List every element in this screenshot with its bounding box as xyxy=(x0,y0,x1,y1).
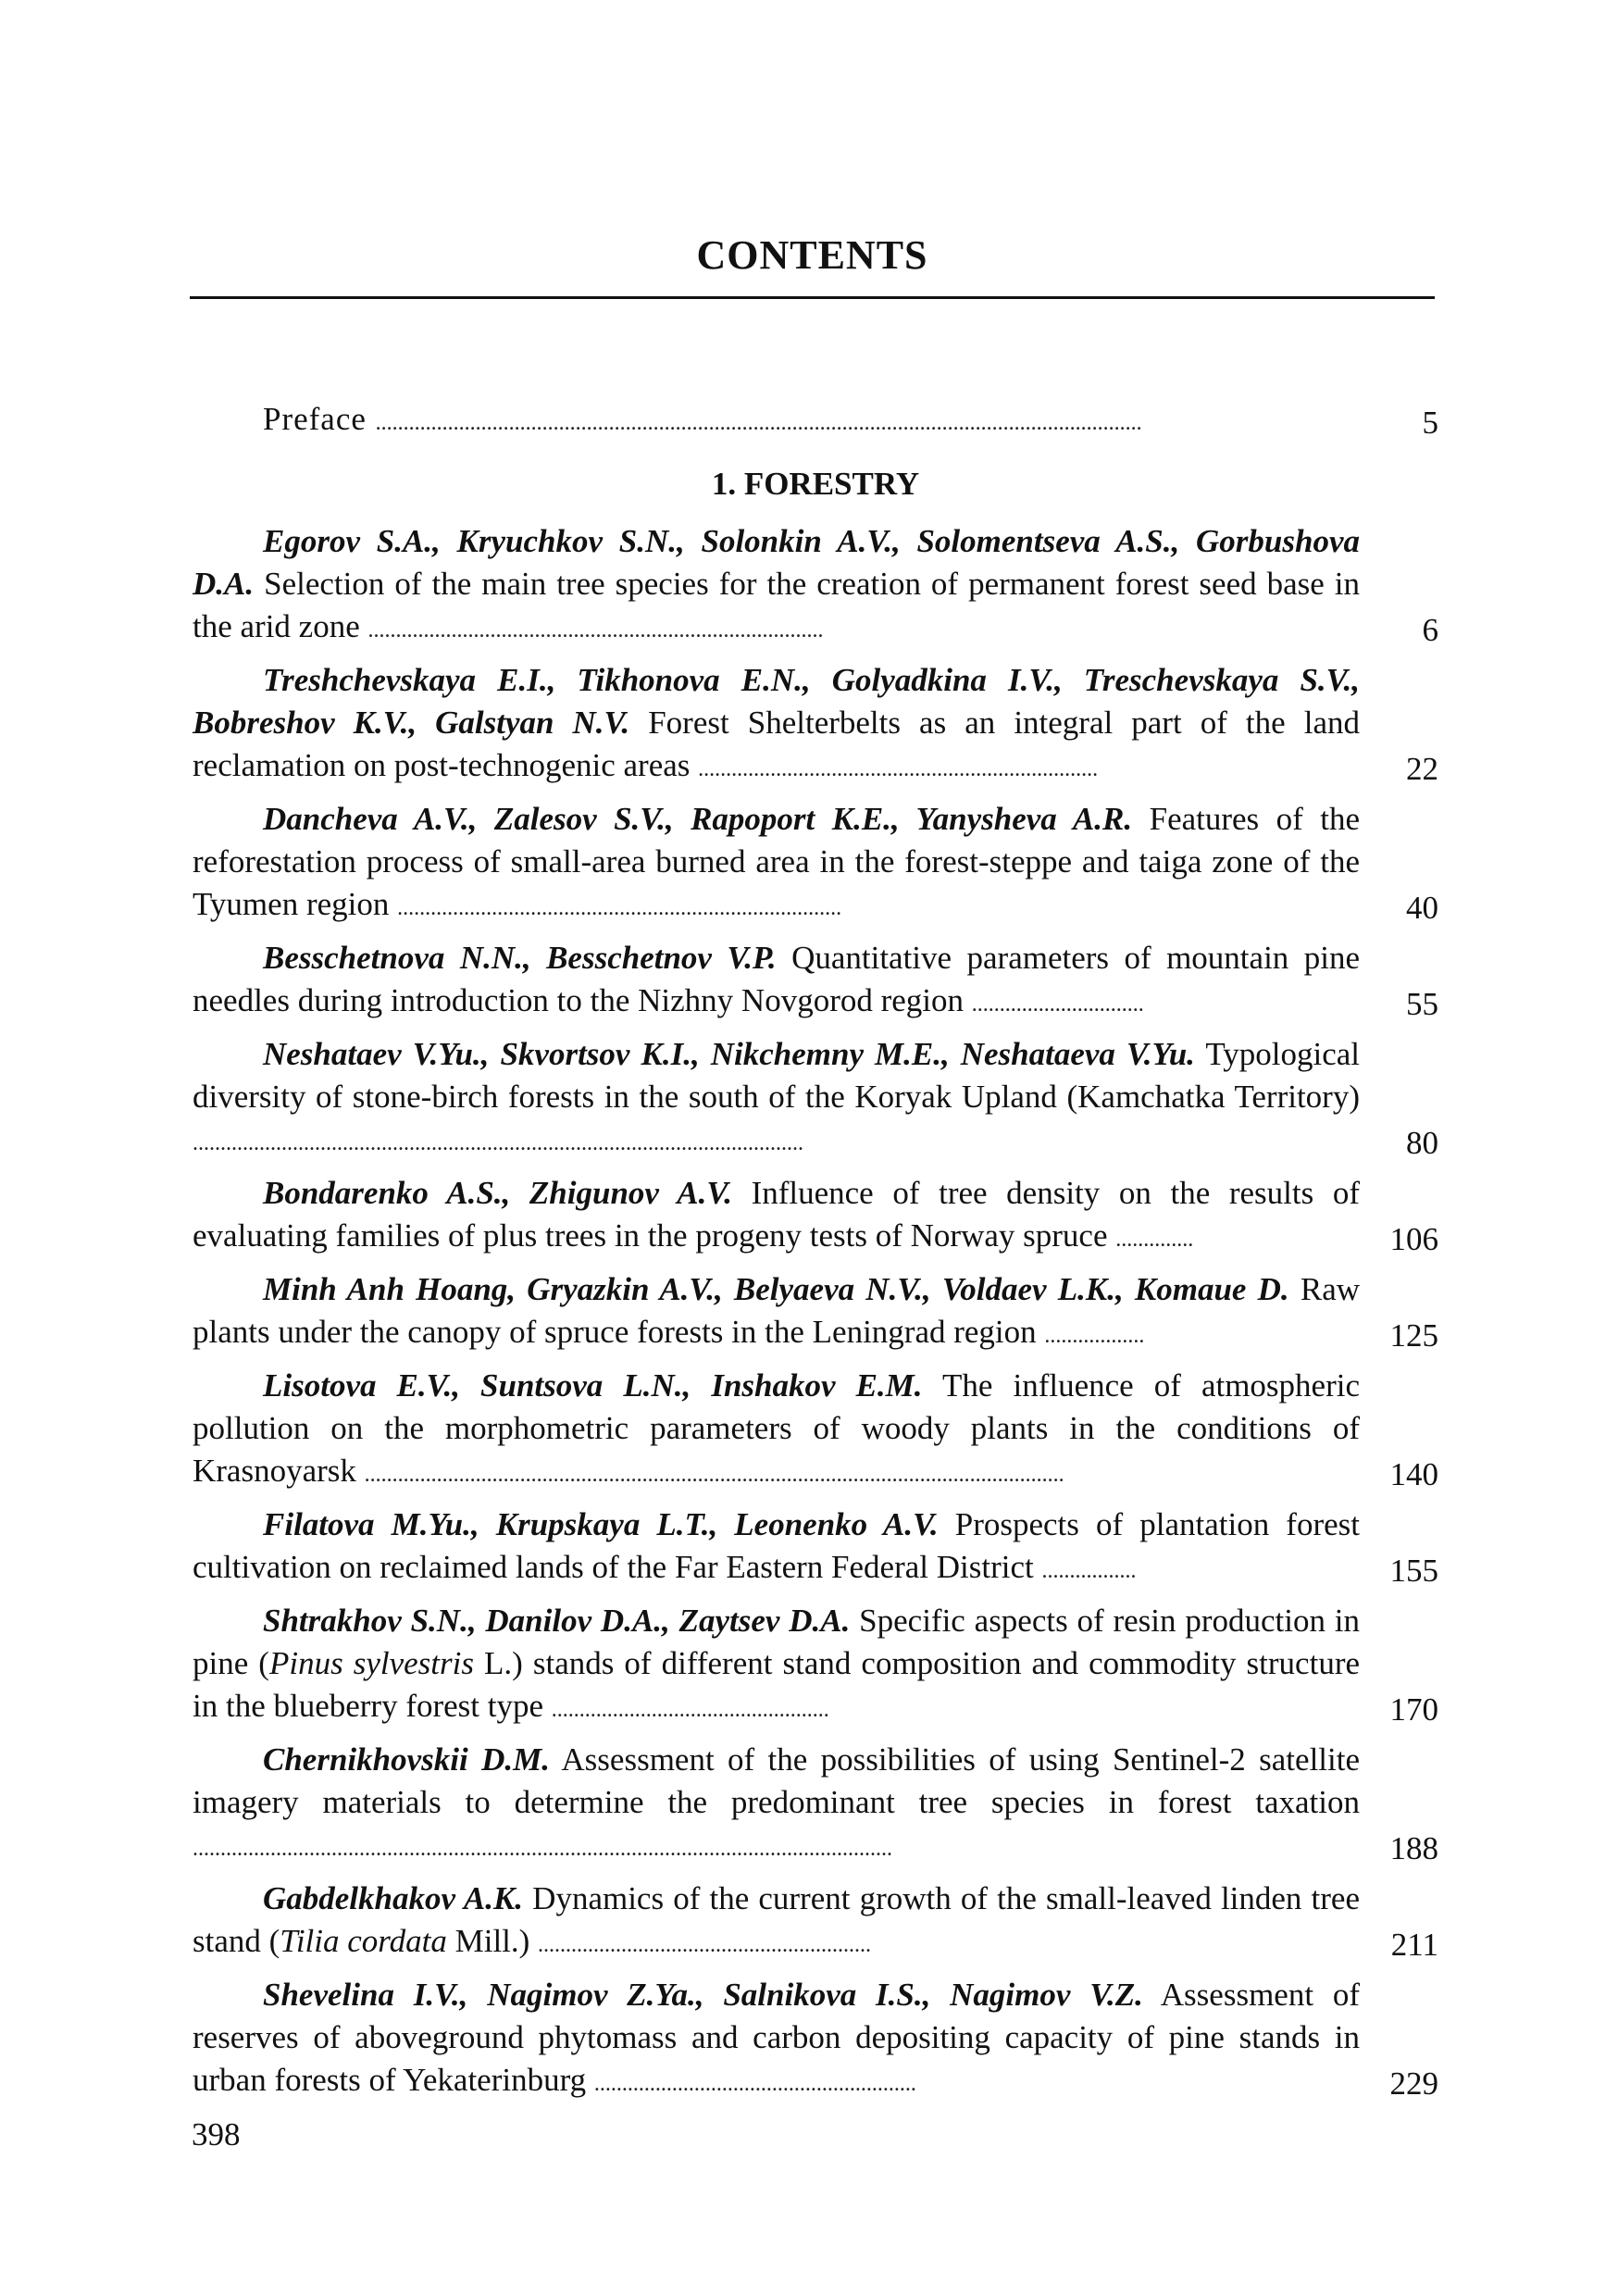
folio-page-number: 398 xyxy=(192,2116,241,2152)
entry-authors: Shevelina I.V., Nagimov Z.Ya., Salnikova I.S., Nagimov V.Z. xyxy=(263,1977,1143,2013)
entry-authors: Dancheva A.V., Zalesov S.V., Rapoport K.E., Yanysheva A.R. xyxy=(263,801,1133,837)
page-number: 170 xyxy=(1389,1691,1438,1728)
dot-leader: ........................................................................ xyxy=(698,757,1099,781)
section-heading: 1. FORESTRY xyxy=(711,466,920,502)
entry-title: Selection of the main tree species for the creation of permanent forest seed base in the arid zone xyxy=(193,566,1361,644)
dot-leader: .................................................................................. xyxy=(367,618,824,643)
page-number: 229 xyxy=(1389,2065,1438,2102)
entry-authors: Besschetnova N.N., Besschetnov V.P. xyxy=(263,940,777,976)
toc-entry[interactable] xyxy=(193,1268,1438,1357)
entry-authors: Lisotova E.V., Suntsova L.N., Inshakov E.M. xyxy=(263,1367,923,1404)
dot-leader: .............................................................................................................................. xyxy=(193,1837,892,1861)
entry-authors: Bondarenko A.S., Zhigunov A.V. xyxy=(263,1175,732,1211)
dot-leader: .................. xyxy=(1044,1324,1145,1348)
entry-title: The influence of atmospheric pollution on the morphometric parameters of woody plants in the conditions of Krasnoyarsk xyxy=(193,1367,1361,1489)
entry-title: Assessment of the possibilities of using Sentinel-2 satellite imagery materials to determine the predominant tree species in forest taxation xyxy=(193,1741,1360,1820)
page-number: 6 xyxy=(1422,612,1438,648)
page-number: 211 xyxy=(1390,1927,1438,1963)
page-title: CONTENTS xyxy=(696,232,928,278)
dot-leader: ............................... xyxy=(971,992,1144,1017)
entry-authors: Shtrakhov S.N., Danilov D.A., Zaytsev D.A. xyxy=(263,1603,851,1639)
entry-authors: Filatova M.Yu., Krupskaya L.T., Leonenko A.V. xyxy=(263,1506,939,1542)
dot-leader: .............................................................................................................................. xyxy=(364,1463,1064,1487)
entry-authors: Gabdelkhakov A.K. xyxy=(263,1880,524,1916)
dot-leader: ................. xyxy=(1041,1559,1137,1583)
entry-authors: Neshataev V.Yu., Skvortsov K.I., Nikchemny M.E., Neshataeva V.Yu. xyxy=(263,1036,1195,1072)
entry-authors: Egorov S.A., Kryuchkov S.N., Solonkin A.V., Solomentseva A.S., Gorbushova D.A. xyxy=(193,523,1360,602)
entry-title: Prospects of plantation forest cultivation on reclaimed lands of the Far Eastern Federal District xyxy=(193,1506,1360,1585)
toc-entry[interactable] xyxy=(193,798,1438,930)
entry-title: Raw plants under the canopy of spruce forests in the Leningrad region xyxy=(193,1271,1360,1350)
toc-entry[interactable] xyxy=(193,1974,1438,2105)
entry-authors: Minh Anh Hoang, Gryazkin A.V., Belyaeva N.V., Voldaev L.K., Komaue D. xyxy=(263,1271,1289,1307)
dot-leader: .............................................................................................................. xyxy=(193,1131,803,1155)
toc-entry[interactable] xyxy=(193,1600,1438,1731)
toc-entry[interactable] xyxy=(193,1033,1438,1165)
preface-label: Preface xyxy=(263,401,367,437)
page-number: 5 xyxy=(1422,405,1438,441)
page-number: 125 xyxy=(1389,1317,1438,1354)
entry-title: Influence of tree density on the results of evaluating families of plus trees in the progeny tests of Norway spruce xyxy=(193,1175,1361,1254)
toc-entry[interactable] xyxy=(193,1878,1438,1966)
entry-authors: Chernikhovskii D.M. xyxy=(263,1741,550,1778)
page-number: 22 xyxy=(1406,751,1438,787)
dot-leader: ............................................................ xyxy=(538,1933,872,1957)
species-name: Tilia cordata xyxy=(280,1923,447,1959)
toc-entry[interactable] xyxy=(193,1172,1438,1261)
entry-title-start: Specific aspects of resin production in pine ( xyxy=(193,1603,1361,1681)
toc-entry[interactable] xyxy=(193,937,1438,1026)
dot-leader: .............. xyxy=(1115,1228,1194,1252)
dot-leader: .......................................................................................................................................... xyxy=(375,411,1142,435)
entry-title-start: Dynamics of the current growth of the small-leaved linden tree stand ( xyxy=(193,1880,1360,1959)
entry-title: Typological diversity of stone-birch forests in the south of the Koryak Upland (Kamchatka Territory) xyxy=(193,1036,1361,1115)
dot-leader: .......................................................... xyxy=(593,2072,916,2096)
page-number: 188 xyxy=(1389,1830,1438,1866)
page-number: 80 xyxy=(1406,1125,1438,1161)
entry-title-end: L.) stands of different stand composition and commodity structure in the blueberry forest type xyxy=(193,1645,1361,1724)
dot-leader: ................................................................................ xyxy=(397,896,842,920)
page-number: 140 xyxy=(1389,1456,1438,1492)
entry-title-end: Mill.) xyxy=(446,1923,530,1959)
toc-entry[interactable] xyxy=(193,1739,1438,1870)
entry-title: Quantitative parameters of mountain pine needles during introduction to the Nizhny Novgorod region xyxy=(193,940,1360,1018)
entry-title: Assessment of reserves of aboveground phytomass and carbon depositing capacity of pine stands in urban forests of Yekaterinburg xyxy=(193,1977,1360,2098)
entry-title: Forest Shelterbelts as an integral part of the land reclamation on post-technogenic areas xyxy=(193,705,1360,783)
table-of-contents xyxy=(193,398,1438,2113)
page-number: 106 xyxy=(1389,1221,1438,1257)
toc-entry[interactable] xyxy=(193,1504,1438,1592)
species-name: Pinus sylvestris xyxy=(268,1645,474,1681)
toc-entry[interactable] xyxy=(193,1365,1438,1496)
dot-leader: .................................................. xyxy=(551,1698,829,1722)
toc-entry[interactable] xyxy=(193,659,1438,791)
page-number: 55 xyxy=(1406,986,1438,1022)
entry-title: Features of the reforestation process of small-area burned area in the forest-steppe and taiga zone of the Tyumen region xyxy=(193,801,1360,922)
title-rule xyxy=(190,296,1435,299)
entry-authors: Treshchevskaya E.I., Tikhonova E.N., Golyadkina I.V., Treschevskaya S.V., Bobreshov K.V., Galstyan N.V. xyxy=(193,662,1360,741)
toc-entry[interactable] xyxy=(193,520,1438,652)
page-number: 40 xyxy=(1406,890,1438,926)
page-number: 155 xyxy=(1389,1553,1438,1589)
toc-entry-preface[interactable] xyxy=(193,398,1438,444)
